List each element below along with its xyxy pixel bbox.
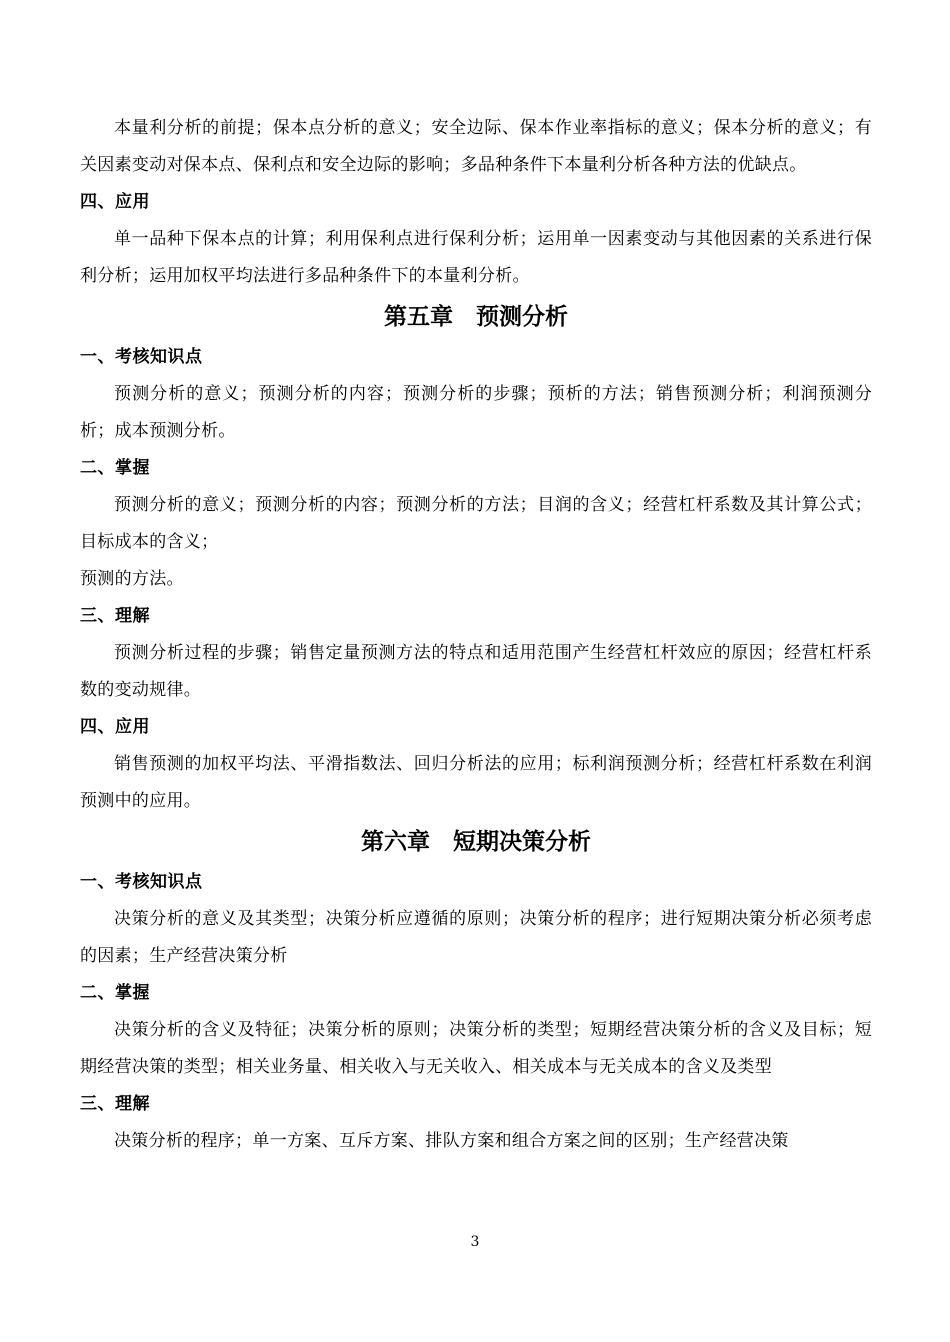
chapter-5-title: 第五章 预测分析: [384, 304, 568, 330]
ch5-heading-application: 四、应用: [80, 717, 150, 737]
ch5-heading-understand: 三、理解: [80, 606, 150, 626]
page-number: 3: [470, 1234, 480, 1250]
heading-application: 四、应用: [80, 192, 150, 212]
ch6-heading-understand: 三、理解: [80, 1094, 150, 1114]
ch5-paragraph-application: 销售预测的加权平均法、平滑指数法、回归分析法的应用；标利润预测分析；经营杠杆系数在利润预测中的应用。: [80, 754, 872, 811]
ch5-paragraph-master-cont: 预测的方法。: [80, 569, 184, 589]
ch5-paragraph-master: 预测分析的意义；预测分析的内容；预测分析的方法；目润的含义；经营杠杆系数及其计算公式；目标成本的含义；: [80, 495, 872, 552]
ch5-paragraph-knowledge-points: 预测分析的意义；预测分析的内容；预测分析的步骤；预析的方法；销售预测分析；利润预测分析；成本预测分析。: [80, 384, 872, 441]
ch5-paragraph-understand: 预测分析过程的步骤；销售定量预测方法的特点和适用范围产生经营杠杆效应的原因；经营杠杆系数的变动规律。: [80, 643, 872, 700]
document-page: [80, 110, 872, 1160]
ch6-paragraph-knowledge-points: 决策分析的意义及其类型；决策分析应遵循的原则；决策分析的程序；进行短期决策分析必须考虑的因素；生产经营决策分析: [80, 909, 872, 966]
ch5-heading-knowledge-points: 一、考核知识点: [80, 347, 203, 367]
paragraph-cvp-application: 单一品种下保本点的计算；利用保利点进行保利分析；运用单一因素变动与其他因素的关系进行保利分析；运用加权平均法进行多品种条件下的本量利分析。: [80, 229, 872, 286]
paragraph-cvp-understanding: 本量利分析的前提；保本点分析的意义；安全边际、保本作业率指标的意义；保本分析的意义；有关因素变动对保本点、保利点和安全边际的影响；多品种条件下本量利分析各种方法的优缺点。: [80, 118, 872, 175]
ch6-heading-knowledge-points: 一、考核知识点: [80, 872, 203, 892]
ch5-heading-master: 二、掌握: [80, 458, 150, 478]
ch6-heading-master: 二、掌握: [80, 983, 150, 1003]
ch6-paragraph-understand: 决策分析的程序；单一方案、互斥方案、排队方案和组合方案之间的区别；生产经营决策: [114, 1131, 789, 1151]
ch6-paragraph-master: 决策分析的含义及特征；决策分析的原则；决策分析的类型；短期经营决策分析的含义及目标；短期经营决策的类型；相关业务量、相关收入与无关收入、相关成本与无关成本的含义及类型: [80, 1020, 872, 1077]
chapter-6-title: 第六章 短期决策分析: [361, 829, 591, 855]
